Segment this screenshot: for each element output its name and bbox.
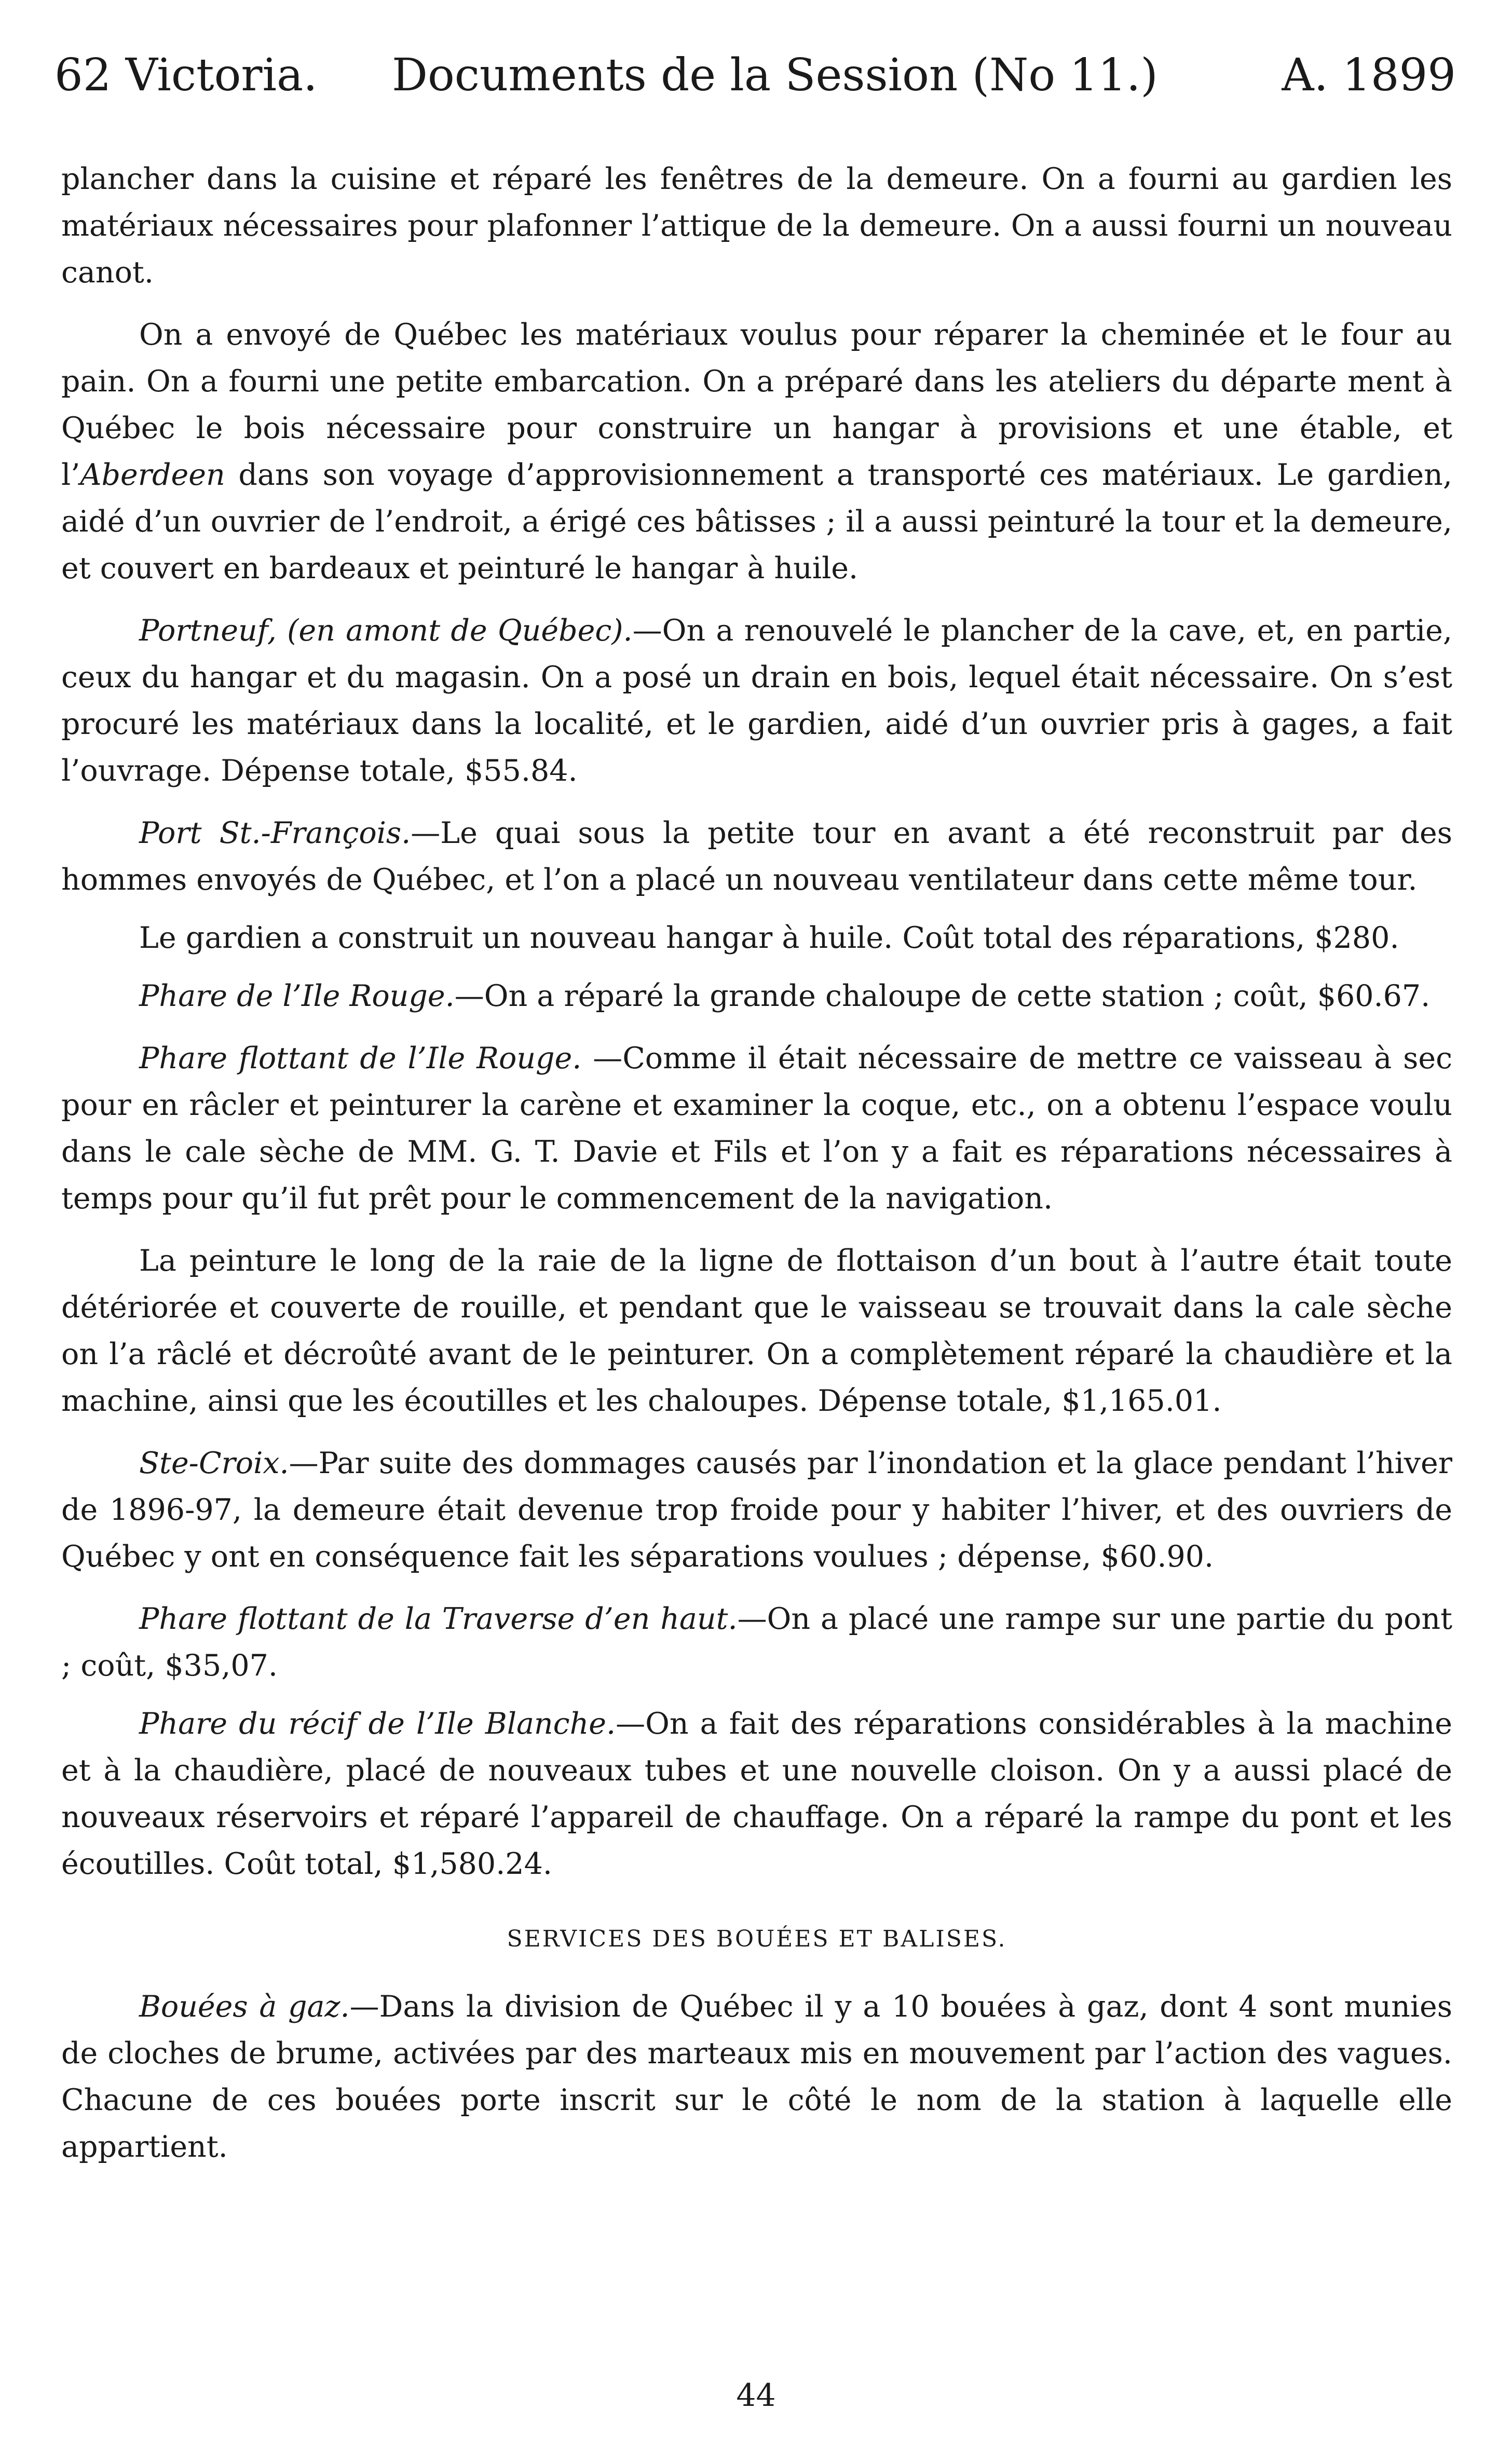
paragraph-bouees: Bouées à gaz.—Dans la division de Québec il y a 10 bouées à gaz, dont 4 sont munies de cloches de brume, activées par des marteaux mis en mouvement par l’action des vagues. Chacune de ces bouées porte inscrit sur le côté le nom de la station à laquelle elle appartient. [61,1990,1452,2164]
paragraph-peinture: La peinture le long de la raie de la ligne de flottaison d’un bout à l’autre était toute détériorée et couverte de rouille, et pendant que le vaisseau se trouvait dans la cale sèche on l’a râclé et décroûté avant de le peinturer. On a complètement réparé la chaudière et la machine, ainsi que les écoutilles et les chaloupes. Dépense totale, $1,165.01. [61,1244,1452,1418]
section-title: SERVICES DES BOUÉES ET BALISES. [507,1926,1007,1952]
body-text [61,156,1452,2186]
station-title: Phare flottant de la Traverse d’en haut. [139,1602,738,1636]
station-title: Port St.-François. [139,816,411,850]
ship-name: Aberdeen [80,458,225,492]
paragraph-continuation: plancher dans la cuisine et réparé les fenêtres de la demeure. On a fourni au gardien les matériaux nécessaires pour plafonner l’attique de la demeure. On a aussi fourni un nouveau canot. [61,162,1452,290]
station-title: Bouées à gaz. [139,1990,350,2024]
paragraph-ile-blanche: Phare du récif de l’Ile Blanche.—On a fait des réparations considérables à la machine et à la chaudière, placé de nouveaux tubes et une nouvelle cloison. On y a aussi placé de nouveaux réservoirs et réparé l’appareil de chauffage. On a réparé la rampe du pont et les écoutilles. Coût total, $1,580.24. [61,1707,1453,1881]
station-title: Ste-Croix. [139,1446,289,1480]
paragraph-ste-croix: Ste-Croix.—Par suite des dommages causés par l’inondation et la glace pendant l’hiver de 1896-97, la demeure était devenue trop froide pour y habiter l’hiver, et des ouvriers de Québec y ont en conséquence fait les séparations voulues ; dépense, $60.90. [61,1446,1452,1574]
paragraph-quebec-materials: On a envoyé de Québec les matériaux voulus pour réparer la cheminée et le four au pain. On a fourni une petite embarcation. On a préparé dans les ateliers du départe ment à Québec le bois nécessaire pour construire un hangar à provisions et une étable, et l’Aberdeen dans son voyage d’approvisionnement a transporté ces matériaux. Le gardien, aidé d’un ouvrier de l’endroit, a érigé ces bâtisses ; il a aussi peinturé la tour et la demeure, et couvert en bardeaux et peinturé le hangar à huile. [61,318,1452,586]
station-title: Phare flottant de l’Ile Rouge. [139,1041,582,1076]
paragraph-phare-flottant-ile-rouge: Phare flottant de l’Ile Rouge. —Comme il était nécessaire de mettre ce vaisseau à sec pour en râcler et peinturer la carène et examiner la coque, etc., on a obtenu l’espace voulu dans le cale sèche de MM. G. T. Davie et Fils et l’on y a fait es réparations nécessaires à temps pour qu’il fut prêt pour le commencement de la navigation. [61,1041,1452,1216]
paragraph-ile-rouge: Phare de l’Ile Rouge.—On a réparé la grande chaloupe de cette station ; coût, $60.67. [139,979,1431,1013]
paragraph-traverse: Phare flottant de la Traverse d’en haut.—On a placé une rampe sur une partie du pont ; coût, $35,07. [61,1602,1452,1683]
paragraph-portneuf: Portneuf, (en amont de Québec).—On a renouvelé le plancher de la cave, et, en partie, ceux du hangar et du magasin. On a posé un drain en bois, lequel était nécessaire. On s’est procuré les matériaux dans la localité, et le gardien, aidé d’un ouvrier pris à gages, a fait l’ouvrage. Dépense totale, $55.84. [61,614,1452,788]
page-header [55,49,1456,112]
paragraph-port-st-francois: Port St.-François.—Le quai sous la petite tour en avant a été reconstruit par des hommes envoyés de Québec, et l’on a placé un nouveau ventilateur dans cette même tour. [61,816,1452,897]
header-left: 62 Victoria. [55,49,318,101]
station-title: Phare de l’Ile Rouge. [139,979,455,1013]
header-year: A. 1899 [1282,49,1456,101]
station-title: Phare du récif de l’Ile Blanche. [139,1707,616,1741]
page-number: 44 [736,2377,776,2414]
header-title: Documents de la Session (No 11.) [392,49,1158,101]
paragraph-hangar: Le gardien a construit un nouveau hangar à huile. Coût total des réparations, $280. [139,921,1399,955]
station-title: Portneuf, (en amont de Québec). [139,614,633,648]
